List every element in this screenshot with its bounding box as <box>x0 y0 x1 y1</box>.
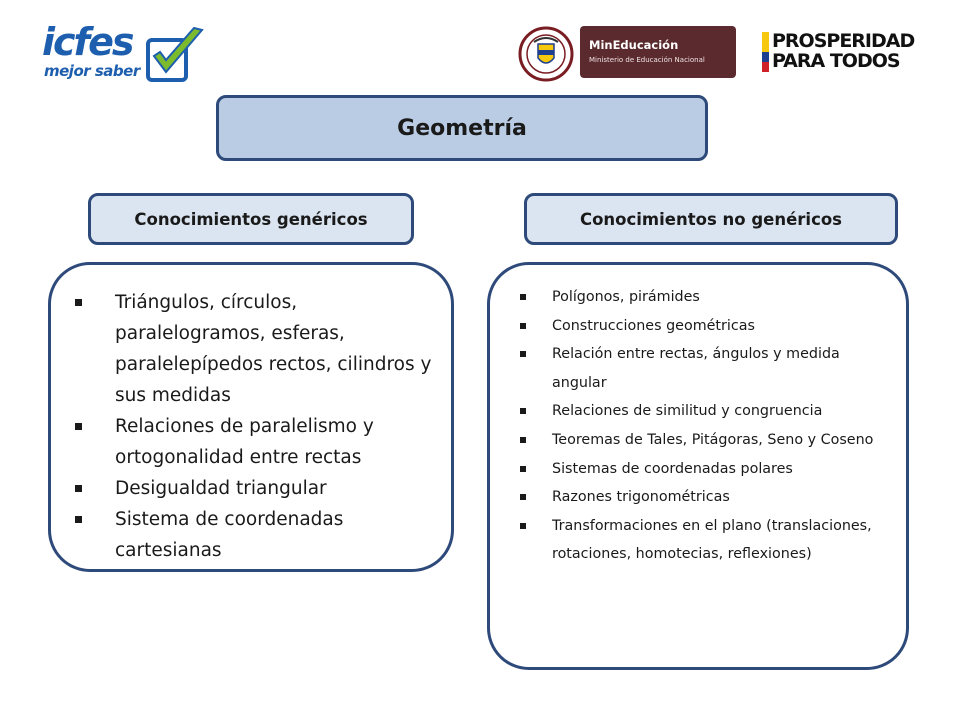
prosperidad-line1: PROSPERIDAD <box>772 30 915 52</box>
colombia-seal-icon <box>518 26 574 82</box>
icfes-logo-word: icfes <box>42 20 133 64</box>
prosperidad-line2: PARA TODOS <box>772 50 900 72</box>
mineducacion-subtitle: Ministerio de Educación Nacional <box>589 56 705 64</box>
list-item: Sistemas de coordenadas polares <box>520 455 898 484</box>
prosperidad-logo <box>762 30 932 74</box>
list-item: Transformaciones en el plano (translaciones, rotaciones, homotecias, reflexiones) <box>520 512 898 569</box>
list-item: Sistema de coordenadas cartesianas <box>75 504 439 566</box>
mineducacion-title: MinEducación <box>589 38 679 52</box>
non-generic-knowledge-box <box>487 262 909 670</box>
list-item: Teoremas de Tales, Pitágoras, Seno y Coseno <box>520 426 898 455</box>
list-item: Desigualdad triangular <box>75 473 439 504</box>
list-item: Relaciones de similitud y congruencia <box>520 397 898 426</box>
non-generic-knowledge-header-label: Conocimientos no genéricos <box>579 209 843 229</box>
generic-knowledge-list <box>75 287 439 566</box>
list-item: Relaciones de paralelismo y ortogonalidad entre rectas <box>75 411 439 473</box>
generic-knowledge-header-label: Conocimientos genéricos <box>134 209 368 229</box>
generic-knowledge-box <box>48 262 454 572</box>
flag-stripe-red <box>762 62 769 72</box>
list-item: Relación entre rectas, ángulos y medida angular <box>520 340 898 397</box>
icfes-logo <box>40 20 220 88</box>
diagram-title: Geometría <box>397 115 527 141</box>
list-item: Razones trigonométricas <box>520 483 898 512</box>
non-generic-knowledge-list <box>520 283 898 569</box>
generic-knowledge-header <box>88 193 414 245</box>
list-item: Construcciones geométricas <box>520 312 898 341</box>
list-item: Triángulos, círculos, paralelogramos, esferas, paralelepípedos rectos, cilindros y sus medidas <box>75 287 439 411</box>
non-generic-knowledge-header <box>524 193 898 245</box>
flag-stripe-yellow <box>762 32 769 52</box>
checkmark-icon <box>144 26 208 84</box>
flag-stripe-blue <box>762 52 769 62</box>
list-item: Polígonos, pirámides <box>520 283 898 312</box>
icfes-logo-tagline: mejor saber <box>44 62 140 80</box>
diagram-title-box <box>216 95 708 161</box>
mineducacion-logo <box>580 26 736 78</box>
